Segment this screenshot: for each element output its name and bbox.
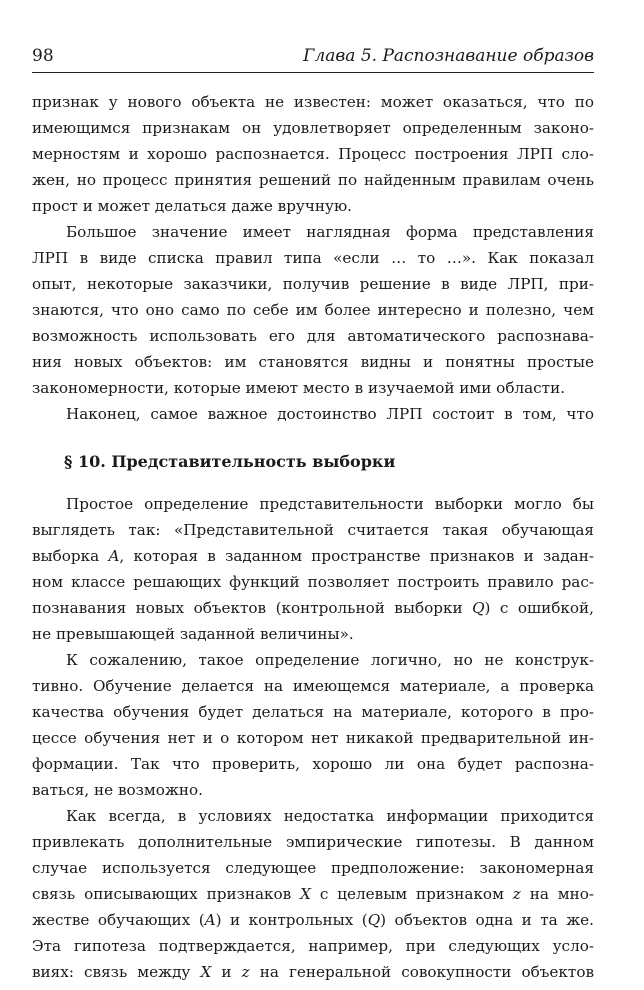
text-line: Большое значение имеет наглядная форма представления [66,223,594,241]
text-line: ном классе решающих функций позволяет построить правило рас- [32,573,594,591]
text-line: ваться, не возможно. [32,781,203,799]
text-line: виях: связь между X и z на генеральной совокупности объектов [32,963,595,981]
text-line: жен, но процесс принятия решений по найденным правилам очень [32,171,594,189]
text-line: Эта гипотеза подтверждается, например, при следующих усло- [32,937,594,955]
text-line: качества обучения будет делаться на материале, которого в про- [32,703,594,721]
text-line [32,988,594,989]
text-line: случае используется следующее предположение: закономерная [32,859,594,877]
page-header [32,42,594,73]
text-line: признак у нового объекта не известен: может оказаться, что по [32,93,594,111]
text-line: выглядеть так: «Представительной считается такая обучающая [32,521,594,539]
text-line: прост и может делаться даже вручную. [32,197,352,215]
text-line: не превышающей заданной величины». [32,625,354,643]
page-number: 98 [32,46,54,66]
text-line: закономерности, которые имеют место в изучаемой ими области. [32,379,566,397]
text-line: привлекать дополнительные эмпирические гипотезы. В данном [32,833,594,851]
text-line: познавания новых объектов (контрольной выборки Q) с ошибкой, [32,599,595,617]
text-line: тивно. Обучение делается на имеющемся материале, а проверка [32,677,594,695]
text-line: имеющимся признакам он удовлетворяет определенным законо- [32,119,594,137]
text-line: К сожалению, такое определение логично, но не конструк- [66,651,594,669]
text-line: мерностям и хорошо распознается. Процесс построения ЛРП сло- [32,145,594,163]
text-line: Простое определение представительности выборки могло бы [66,495,594,513]
text-line: формации. Так что проверить, хорошо ли она будет распозна- [32,755,594,773]
running-head: Глава 5. Распознавание образов [303,46,594,66]
section-heading: § 10. Представительность выборки [64,452,396,471]
text-line: жестве обучающих (A) и контрольных (Q) объектов одна и та же. [32,911,594,929]
text-line: знаются, что оно само по себе им более интересно и полезно, чем [32,301,594,319]
text-line: выборка A, которая в заданном пространстве признаков и задан- [32,547,594,565]
text-line: связь описывающих признаков X с целевым признаком z на мно- [32,885,595,903]
text-line: цессе обучения нет и о котором нет никакой предварительной ин- [32,729,594,747]
text-line: ния новых объектов: им становятся видны и понятны простые [32,353,594,371]
text-line: возможность использовать его для автоматического распознава- [32,327,594,345]
text-line: ЛРП в виде списка правил типа «если … то …». Как показал [32,249,594,267]
text-line: Как всегда, в условиях недостатка информации приходится [66,807,594,825]
text-line: Наконец, самое важное достоинство ЛРП состоит в том, что [66,405,594,423]
text-line: опыт, некоторые заказчики, получив решение в виде ЛРП, при- [32,275,594,293]
